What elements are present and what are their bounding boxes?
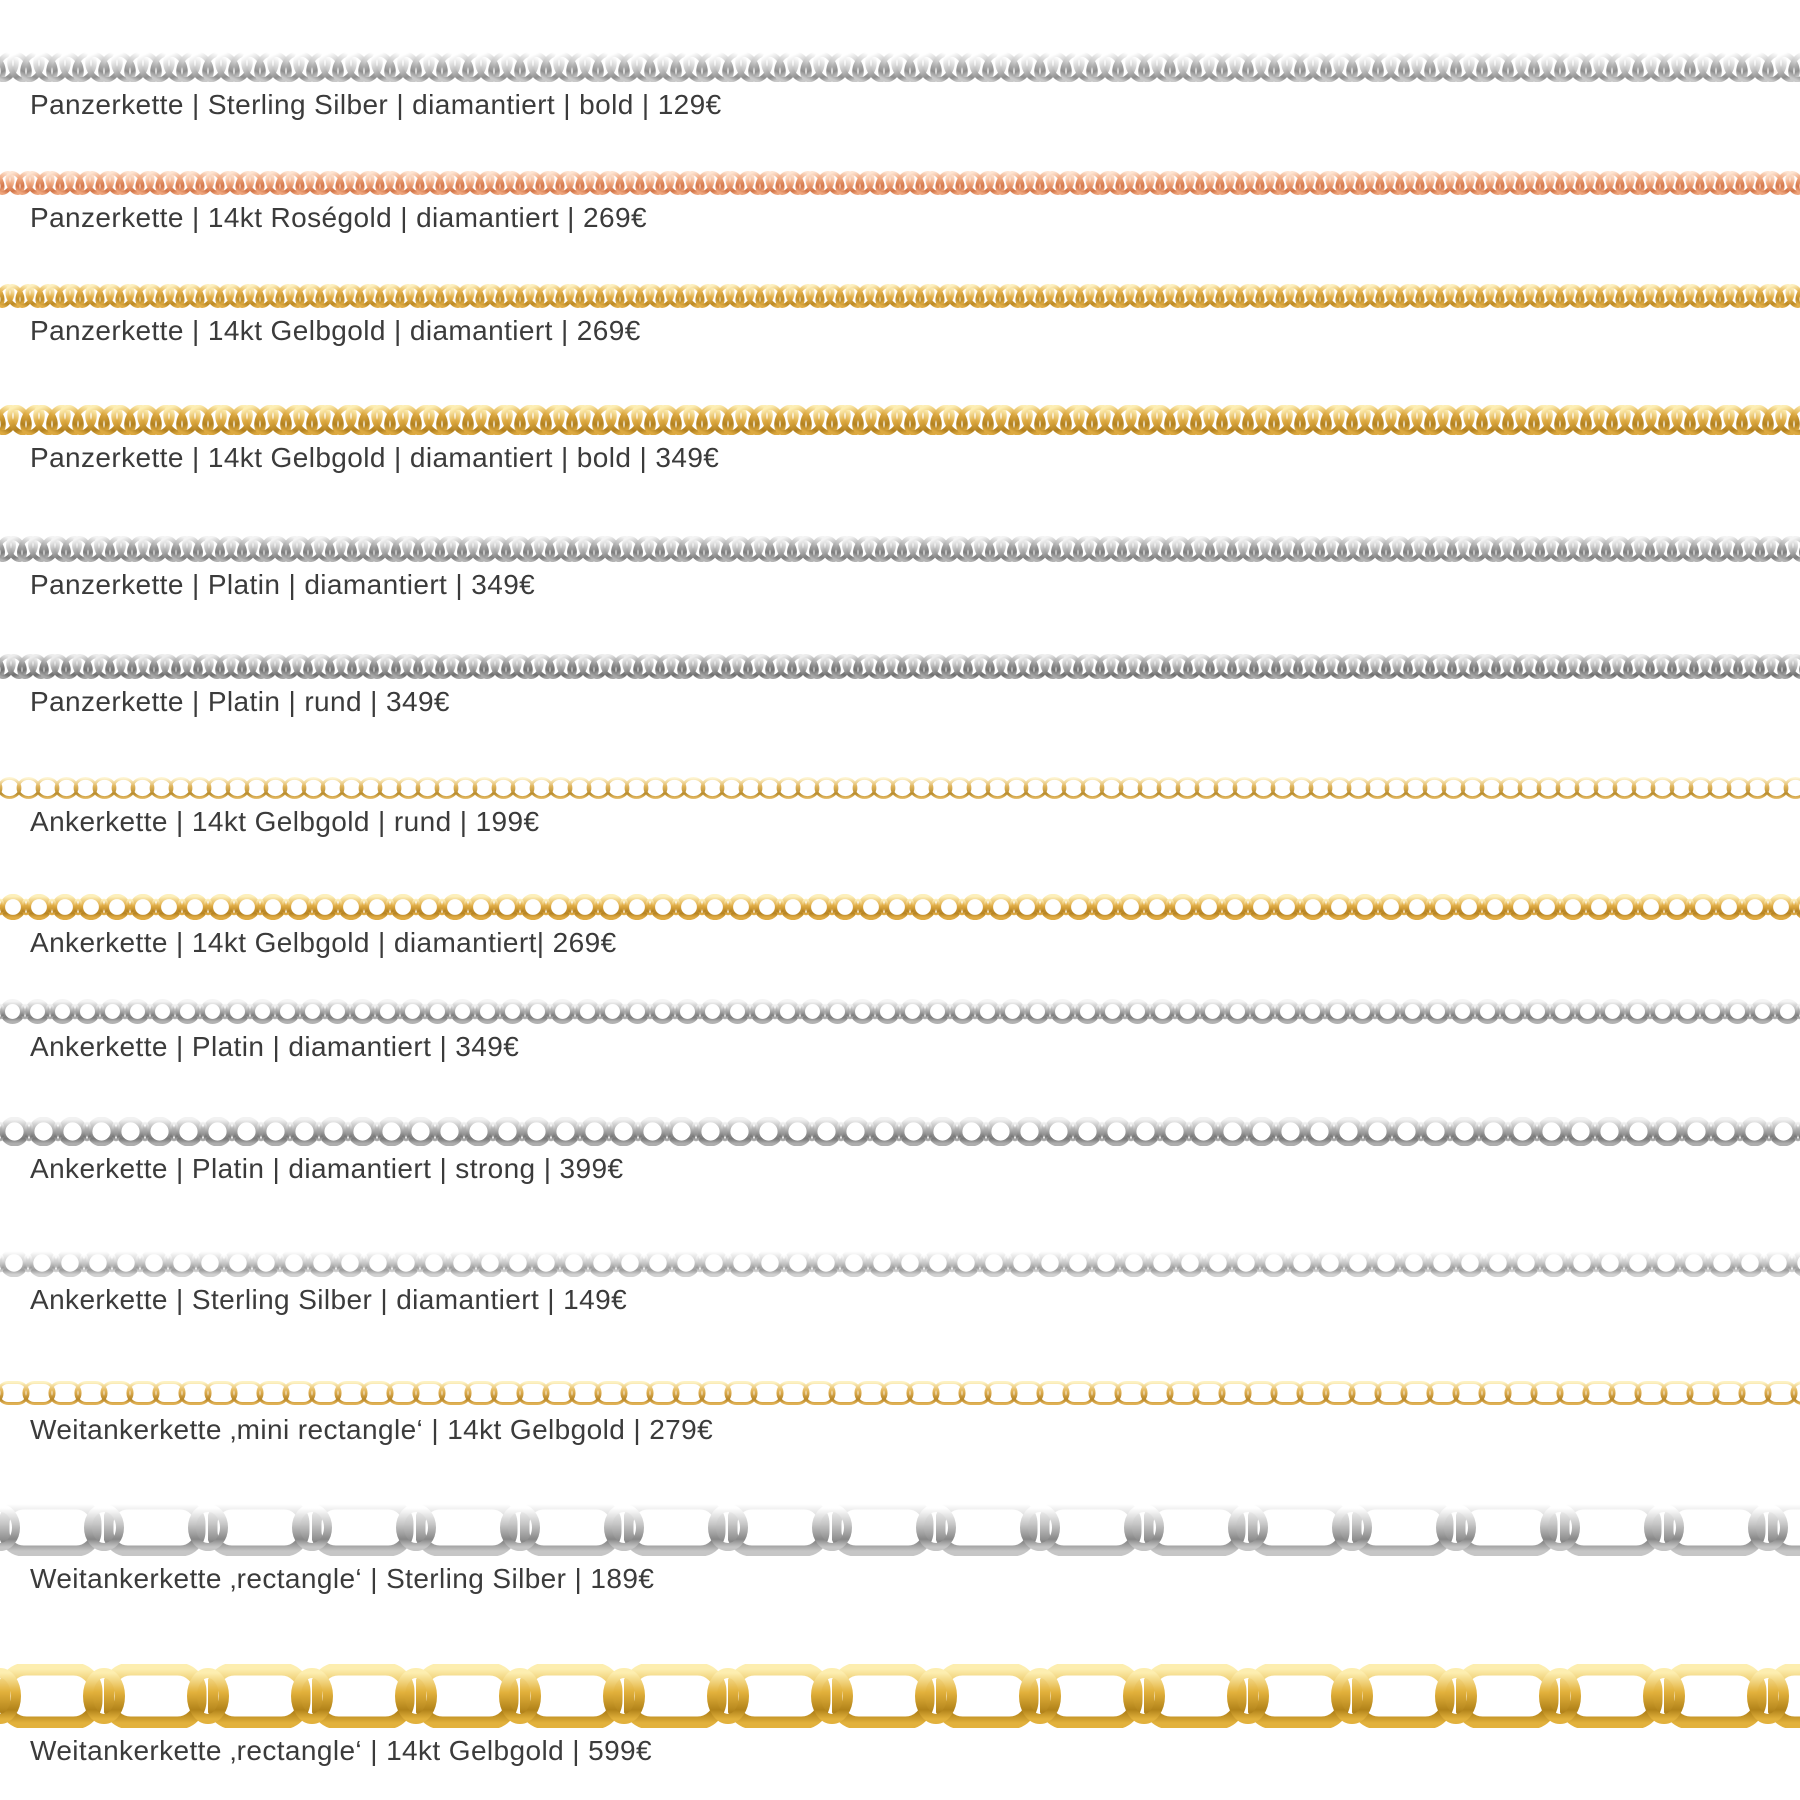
product-label: Panzerkette | 14kt Gelbgold | diamantiert | 269€: [30, 315, 641, 346]
chain-image: [0, 894, 1800, 920]
product-label: Ankerkette | Platin | diamantiert | 349€: [30, 1031, 520, 1062]
product-row: [0, 777, 1800, 838]
product-label: Panzerkette | Platin | rund | 349€: [30, 686, 450, 717]
chain-image: [0, 1117, 1800, 1146]
product-label: Weitankerkette ‚mini rectangle‘ | 14kt Gelbgold | 279€: [30, 1414, 714, 1445]
product-label: Weitankerkette ‚rectangle‘ | 14kt Gelbgold | 599€: [30, 1735, 652, 1766]
chain-image: [0, 171, 1800, 195]
product-label: Ankerkette | 14kt Gelbgold | rund | 199€: [30, 806, 540, 837]
product-row: [0, 171, 1800, 234]
product-label: Panzerkette | Sterling Silber | diamantiert | bold | 129€: [30, 89, 722, 120]
chain-image: [0, 405, 1800, 435]
product-row: [0, 1499, 1800, 1595]
product-label: Panzerkette | Platin | diamantiert | 349€: [30, 569, 536, 600]
product-label: Ankerkette | Sterling Silber | diamantiert | 149€: [30, 1284, 628, 1315]
chain-image: [0, 777, 1800, 799]
product-label: Weitankerkette ‚rectangle‘ | Sterling Silber | 189€: [30, 1563, 655, 1594]
product-label: Panzerkette | 14kt Gelbgold | diamantiert | bold | 349€: [30, 442, 720, 473]
product-row: [0, 1664, 1800, 1767]
product-label: Ankerkette | 14kt Gelbgold | diamantiert| 269€: [30, 927, 617, 958]
product-row: [0, 405, 1800, 474]
product-row: [0, 894, 1800, 959]
chain-image: [0, 284, 1800, 308]
chain-image: [0, 52, 1800, 82]
product-row: [0, 1249, 1800, 1316]
product-row: [0, 52, 1800, 121]
chain-image: [0, 1249, 1800, 1277]
product-row: [0, 536, 1800, 601]
chain-image: [0, 654, 1800, 679]
chain-image: [0, 1664, 1800, 1728]
product-label: Panzerkette | 14kt Roségold | diamantiert | 269€: [30, 202, 647, 233]
chain-image: [0, 1379, 1800, 1407]
chain-image: [0, 999, 1800, 1024]
product-row: [0, 1117, 1800, 1185]
product-row: [0, 284, 1800, 347]
chain-image: [0, 1499, 1800, 1556]
product-row: [0, 999, 1800, 1063]
product-label: Ankerkette | Platin | diamantiert | strong | 399€: [30, 1153, 624, 1184]
chain-image: [0, 536, 1800, 562]
product-row: [0, 654, 1800, 718]
product-row: [0, 1379, 1800, 1446]
